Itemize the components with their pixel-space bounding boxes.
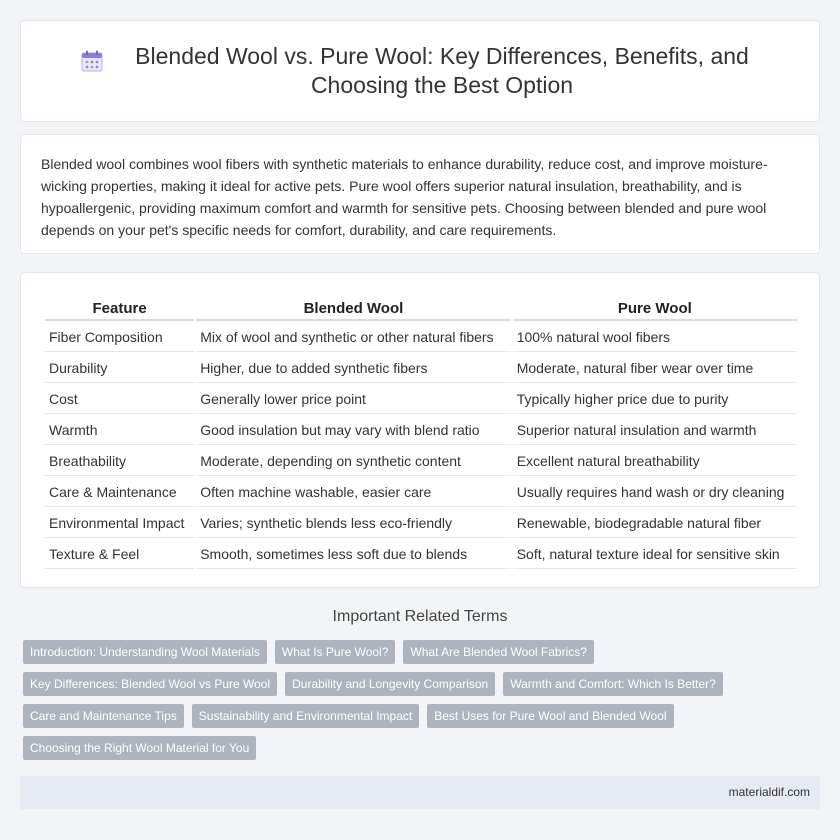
cell-blended-wool: Generally lower price point: [196, 385, 511, 414]
intro-card: [20, 134, 820, 254]
cell-blended-wool: Smooth, sometimes less soft due to blends: [196, 540, 511, 569]
cell-blended-wool: Higher, due to added synthetic fibers: [196, 354, 511, 383]
related-term-tag[interactable]: Warmth and Comfort: Which Is Better?: [503, 672, 723, 696]
calendar-icon: [80, 49, 104, 73]
intro-text: Blended wool combines wool fibers with synthetic materials to enhance durability, reduce cost, and improve moisture-wicking properties, making it ideal for active pets. Pure wool offers superior natural insulation, breathability, and is hypoallergenic, providing maximum comfort and warmth for sensitive pets. Choosing between blended and pure wool depends on your pet's specific needs for comfort, durability, and care requirements.: [41, 156, 768, 238]
table-row: [45, 354, 797, 383]
cell-feature: Texture & Feel: [45, 540, 194, 569]
cell-pure-wool: Soft, natural texture ideal for sensitive skin: [513, 540, 797, 569]
related-term-tag[interactable]: Sustainability and Environmental Impact: [192, 704, 419, 728]
cell-blended-wool: Varies; synthetic blends less eco-friendly: [196, 509, 511, 538]
table-row: [45, 447, 797, 476]
title-wrap: [80, 42, 760, 100]
related-term-tag[interactable]: What Are Blended Wool Fabrics?: [403, 640, 594, 664]
header-blended-wool: Blended Wool: [196, 297, 511, 321]
comparison-table-card: [20, 272, 820, 588]
header-feature: Feature: [45, 297, 194, 321]
related-term-tag[interactable]: Choosing the Right Wool Material for You: [23, 736, 256, 760]
cell-feature: Durability: [45, 354, 194, 383]
related-terms-row: [23, 640, 823, 664]
related-term-tag[interactable]: Introduction: Understanding Wool Materials: [23, 640, 267, 664]
table-row: [45, 540, 797, 569]
comparison-table: [43, 295, 799, 571]
table-body: [45, 323, 797, 569]
cell-blended-wool: Moderate, depending on synthetic content: [196, 447, 511, 476]
related-term-tag[interactable]: Best Uses for Pure Wool and Blended Wool: [427, 704, 673, 728]
footer: [20, 776, 820, 809]
cell-pure-wool: Moderate, natural fiber wear over time: [513, 354, 797, 383]
related-terms-row: [23, 672, 823, 696]
table-header-row: [45, 297, 797, 321]
table-row: [45, 385, 797, 414]
header-card: [20, 20, 820, 122]
related-terms-title: Important Related Terms: [332, 608, 508, 625]
cell-pure-wool: Typically higher price due to purity: [513, 385, 797, 414]
footer-site[interactable]: materialdif.com: [728, 785, 810, 799]
related-term-tag[interactable]: What Is Pure Wool?: [275, 640, 396, 664]
table-row: [45, 478, 797, 507]
cell-pure-wool: Renewable, biodegradable natural fiber: [513, 509, 797, 538]
cell-pure-wool: 100% natural wool fibers: [513, 323, 797, 352]
related-term-tag[interactable]: Durability and Longevity Comparison: [285, 672, 495, 696]
table-row: [45, 416, 797, 445]
cell-feature: Breathability: [45, 447, 194, 476]
related-term-tag[interactable]: Care and Maintenance Tips: [23, 704, 184, 728]
cell-blended-wool: Mix of wool and synthetic or other natural fibers: [196, 323, 511, 352]
related-terms-row: [23, 704, 823, 728]
related-terms-row: [23, 736, 823, 760]
related-term-tag[interactable]: Key Differences: Blended Wool vs Pure Wool: [23, 672, 277, 696]
table-row: [45, 509, 797, 538]
cell-feature: Warmth: [45, 416, 194, 445]
related-terms-list: [23, 640, 823, 768]
header-pure-wool: Pure Wool: [513, 297, 797, 321]
cell-feature: Care & Maintenance: [45, 478, 194, 507]
cell-pure-wool: Superior natural insulation and warmth: [513, 416, 797, 445]
cell-pure-wool: Usually requires hand wash or dry cleaning: [513, 478, 797, 507]
cell-pure-wool: Excellent natural breathability: [513, 447, 797, 476]
table-row: [45, 323, 797, 352]
cell-feature: Environmental Impact: [45, 509, 194, 538]
cell-feature: Fiber Composition: [45, 323, 194, 352]
page-title: Blended Wool vs. Pure Wool: Key Differences, Benefits, and Choosing the Best Option: [135, 43, 749, 98]
cell-blended-wool: Often machine washable, easier care: [196, 478, 511, 507]
cell-blended-wool: Good insulation but may vary with blend ratio: [196, 416, 511, 445]
cell-feature: Cost: [45, 385, 194, 414]
